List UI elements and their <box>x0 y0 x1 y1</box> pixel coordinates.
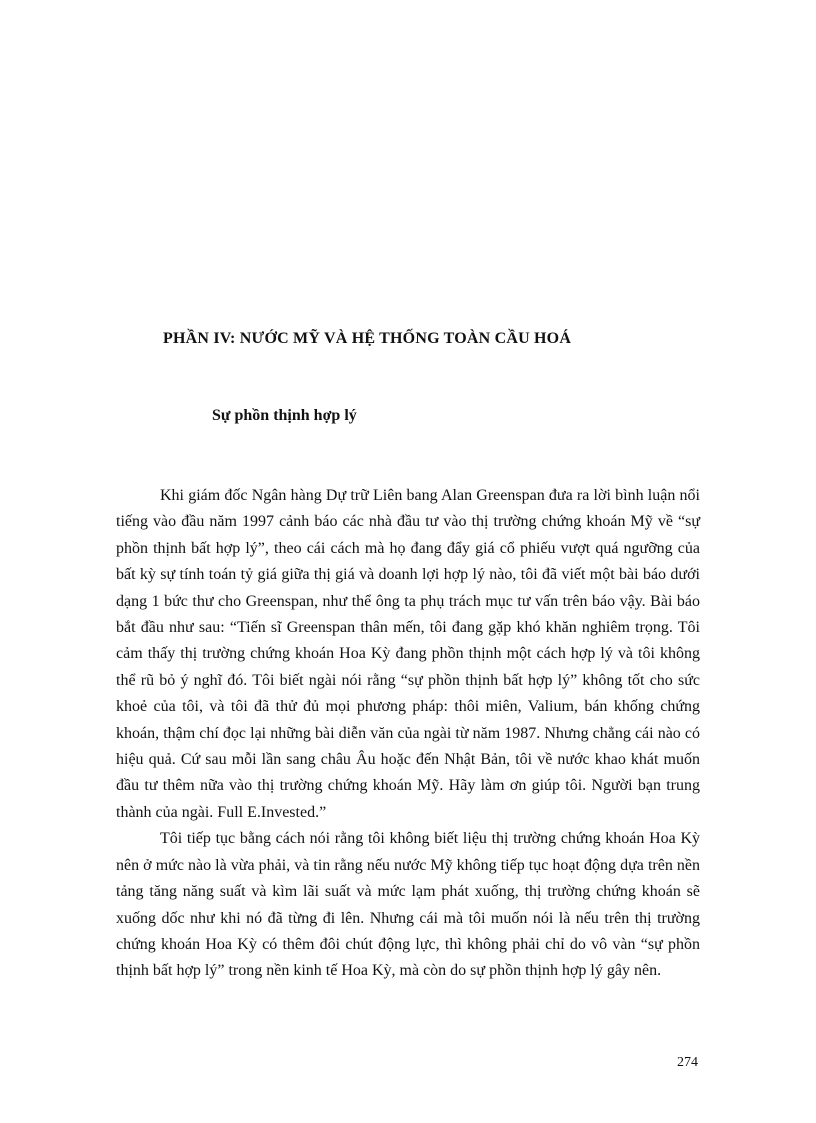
paragraph-2: Tôi tiếp tục bằng cách nói rằng tôi không biết liệu thị trường chứng khoán Hoa Kỳ nên ở mức nào là vừa phải, và tin rằng nếu nước Mỹ không tiếp tục hoạt động dựa trên nền tảng tăng năng suất và kìm lãi suất và mức lạm phát xuống, thị trường chứng khoán sẽ xuống dốc như khi nó đã từng đi lên. Nhưng cái mà tôi muốn nói là nếu trên thị trường chứng khoán Hoa Kỳ có thêm đôi chút động lực, thì không phải chỉ do vô vàn “sự phồn thịnh bất hợp lý” trong nền kinh tế Hoa Kỳ, mà còn do sự phồn thịnh hợp lý gây nên. <box>116 830 700 980</box>
part-heading: PHẦN IV: NƯỚC MỸ VÀ HỆ THỐNG TOÀN CẦU HOÁ <box>163 330 572 347</box>
page-number: 274 <box>677 1055 698 1070</box>
section-title: Sự phồn thịnh hợp lý <box>212 407 357 424</box>
body-text <box>116 483 700 985</box>
paragraph-1: Khi giám đốc Ngân hàng Dự trữ Liên bang Alan Greenspan đưa ra lời bình luận nổi tiếng vào đầu năm 1997 cảnh báo các nhà đầu tư vào thị trường chứng khoán Mỹ về “sự phồn thịnh bất hợp lý”, theo cái cách mà họ đang đẩy giá cổ phiếu vượt quá ngưỡng của bất kỳ sự tính toán tỷ giá giữa thị giá và doanh lợi hợp lý nào, tôi đã viết một bài báo dưới dạng 1 bức thư cho Greenspan, như thể ông ta phụ trách mục tư vấn trên báo vậy. Bài báo bắt đầu như sau: “Tiến sĩ Greenspan thân mến, tôi đang gặp khó khăn nghiêm trọng. Tôi cảm thấy thị trường chứng khoán Hoa Kỳ đang phồn thịnh một cách hợp lý và tôi không thể rũ bỏ ý nghĩ đó. Tôi biết ngài nói rằng “sự phồn thịnh bất hợp lý” không tốt cho sức khoẻ của tôi, và tôi đã thử đủ mọi phương pháp: thôi miên, Valium, bán khống chứng khoán, thậm chí đọc lại những bài diễn văn của ngài từ năm 1987. Nhưng chẳng cái nào có hiệu quả. Cứ sau mỗi lần sang châu Âu hoặc đến Nhật Bản, tôi về nước khao khát muốn đầu tư thêm nữa vào thị trường chứng khoán Mỹ. Hãy làm ơn giúp tôi. Người bạn trung thành của ngài. Full E.Invested.” <box>116 487 700 821</box>
